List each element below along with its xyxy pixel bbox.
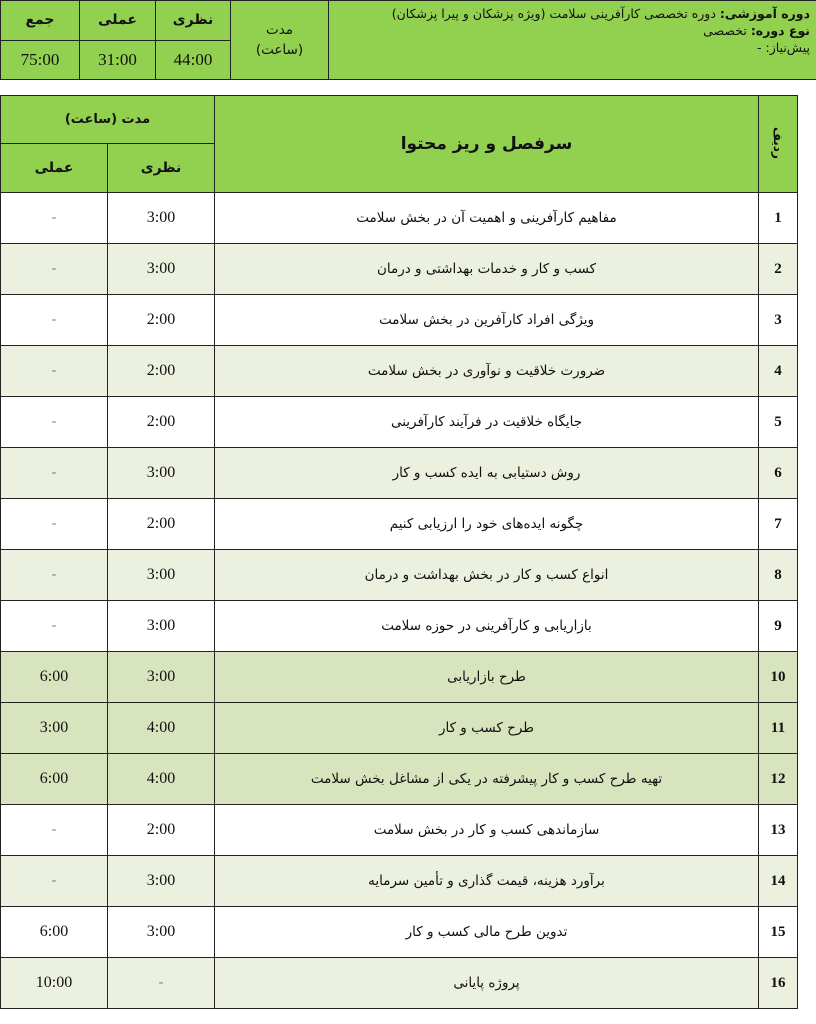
prereq-value: - <box>757 40 762 55</box>
table-row <box>1 652 798 703</box>
row-index-cell: 7 <box>759 499 798 550</box>
col-practical-header: عملی <box>1 144 108 193</box>
row-index-cell: 6 <box>759 448 798 499</box>
practical-hours-cell: - <box>1 601 108 652</box>
practical-hours-cell: - <box>1 295 108 346</box>
table-row <box>1 295 798 346</box>
topic-cell: کسب و کار و خدمات بهداشتی و درمان <box>215 244 759 295</box>
topic-cell: مفاهیم کارآفرینی و اهمیت آن در بخش سلامت <box>215 193 759 244</box>
topic-cell: تهیه طرح کسب و کار پیشرفته در یکی از مشاغل بخش سلامت <box>215 754 759 805</box>
theory-hours-cell: 3:00 <box>108 907 215 958</box>
course-details <box>329 1 816 80</box>
header-duration-unit: (ساعت) <box>255 42 304 58</box>
topic-cell: طرح بازاریابی <box>215 652 759 703</box>
topic-cell: پروژه پایانی <box>215 958 759 1009</box>
header-practical-value: 31:00 <box>80 40 156 80</box>
row-index-cell: 9 <box>759 601 798 652</box>
col-index-header <box>759 96 798 193</box>
theory-hours-cell: 3:00 <box>108 550 215 601</box>
practical-hours-cell: - <box>1 244 108 295</box>
row-index-cell: 16 <box>759 958 798 1009</box>
prereq-label: پیش‌نیاز: <box>765 40 810 55</box>
topic-cell: سازماندهی کسب و کار در بخش سلامت <box>215 805 759 856</box>
theory-hours-cell: 3:00 <box>108 601 215 652</box>
table-row <box>1 397 798 448</box>
table-row <box>1 703 798 754</box>
practical-hours-cell: - <box>1 499 108 550</box>
theory-hours-cell: 4:00 <box>108 703 215 754</box>
practical-hours-cell: - <box>1 397 108 448</box>
practical-hours-cell: 6:00 <box>1 907 108 958</box>
topic-cell: ضرورت خلاقیت و نوآوری در بخش سلامت <box>215 346 759 397</box>
theory-hours-cell: 3:00 <box>108 856 215 907</box>
header-practical-label: عملی <box>80 1 156 41</box>
practical-hours-cell: - <box>1 550 108 601</box>
table-row <box>1 958 798 1009</box>
theory-hours-cell: 2:00 <box>108 295 215 346</box>
table-row <box>1 805 798 856</box>
topic-cell: تدوین طرح مالی کسب و کار <box>215 907 759 958</box>
syllabus-table <box>0 95 798 1009</box>
theory-hours-cell: - <box>108 958 215 1009</box>
row-index-cell: 2 <box>759 244 798 295</box>
row-index-cell: 8 <box>759 550 798 601</box>
topic-cell: طرح کسب و کار <box>215 703 759 754</box>
table-row <box>1 448 798 499</box>
header-duration-label: مدت <box>265 22 294 38</box>
row-index-cell: 5 <box>759 397 798 448</box>
theory-hours-cell: 2:00 <box>108 499 215 550</box>
type-label: نوع دوره: <box>750 23 810 38</box>
theory-hours-cell: 2:00 <box>108 805 215 856</box>
theory-hours-cell: 3:00 <box>108 448 215 499</box>
row-index-cell: 14 <box>759 856 798 907</box>
col-index-label: ردیف <box>771 127 785 159</box>
table-row <box>1 907 798 958</box>
type-value: تخصصی <box>703 23 747 38</box>
practical-hours-cell: - <box>1 346 108 397</box>
row-index-cell: 15 <box>759 907 798 958</box>
course-name-line <box>329 5 810 22</box>
header-duration-cell <box>231 1 329 80</box>
practical-hours-cell: - <box>1 856 108 907</box>
practical-hours-cell: - <box>1 805 108 856</box>
theory-hours-cell: 2:00 <box>108 346 215 397</box>
col-topic-header: سرفصل و ریز محتوا <box>215 96 759 193</box>
row-index-cell: 11 <box>759 703 798 754</box>
syllabus-rows <box>1 193 798 1009</box>
row-index-cell: 12 <box>759 754 798 805</box>
table-row <box>1 193 798 244</box>
table-row <box>1 601 798 652</box>
topic-cell: روش دستیابی به ایده کسب و کار <box>215 448 759 499</box>
theory-hours-cell: 2:00 <box>108 397 215 448</box>
theory-hours-cell: 4:00 <box>108 754 215 805</box>
col-duration-header: مدت (ساعت) <box>1 96 215 144</box>
practical-hours-cell: - <box>1 448 108 499</box>
table-row <box>1 754 798 805</box>
row-index-cell: 3 <box>759 295 798 346</box>
prereq-line <box>329 39 810 56</box>
table-row <box>1 346 798 397</box>
topic-cell: بازاریابی و کارآفرینی در حوزه سلامت <box>215 601 759 652</box>
row-index-cell: 13 <box>759 805 798 856</box>
header-total-label: جمع <box>1 1 80 41</box>
practical-hours-cell: 10:00 <box>1 958 108 1009</box>
topic-cell: ویژگی افراد کارآفرین در بخش سلامت <box>215 295 759 346</box>
topic-cell: برآورد هزینه، قیمت گذاری و تأمین سرمایه <box>215 856 759 907</box>
header-theory-value: 44:00 <box>156 40 231 80</box>
table-row <box>1 550 798 601</box>
col-theory-header: نظری <box>108 144 215 193</box>
table-row <box>1 244 798 295</box>
theory-hours-cell: 3:00 <box>108 193 215 244</box>
theory-hours-cell: 3:00 <box>108 244 215 295</box>
topic-cell: چگونه ایده‌های خود را ارزیابی کنیم <box>215 499 759 550</box>
practical-hours-cell: 6:00 <box>1 754 108 805</box>
theory-hours-cell: 3:00 <box>108 652 215 703</box>
practical-hours-cell: 6:00 <box>1 652 108 703</box>
course-type-line <box>329 22 810 39</box>
row-index-cell: 4 <box>759 346 798 397</box>
practical-hours-cell: 3:00 <box>1 703 108 754</box>
table-row <box>1 856 798 907</box>
header-total-value: 75:00 <box>1 40 80 80</box>
topic-cell: انواع کسب و کار در بخش بهداشت و درمان <box>215 550 759 601</box>
row-index-cell: 10 <box>759 652 798 703</box>
table-row <box>1 499 798 550</box>
header-theory-label: نظری <box>156 1 231 41</box>
course-label: دوره آموزشی: <box>719 6 810 21</box>
practical-hours-cell: - <box>1 193 108 244</box>
topic-cell: جایگاه خلاقیت در فرآیند کارآفرینی <box>215 397 759 448</box>
course-info-table <box>0 0 816 80</box>
course-value: دوره تخصصی کارآفرینی سلامت (ویژه پزشکان و پیرا پزشکان) <box>391 6 716 21</box>
row-index-cell: 1 <box>759 193 798 244</box>
